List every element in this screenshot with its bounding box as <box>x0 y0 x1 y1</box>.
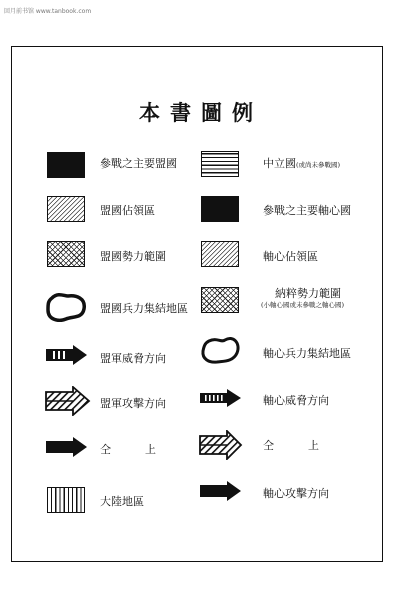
nazi-sphere-swatch <box>201 287 239 313</box>
axis-attack-arrow-icon <box>199 480 243 502</box>
legend-label-allied-sphere: 盟國勢力範圍 <box>100 250 166 263</box>
legend-label-axis-major: 參戰之主要軸心國 <box>263 204 351 217</box>
legend-label-neutral <box>263 155 340 171</box>
legend-label-axis-occupied: 軸心佔領區 <box>263 250 318 263</box>
watermark: 回月前书馆 www.tanbook.com <box>4 8 92 15</box>
legend-label-allied-ditto: 仝 上 <box>100 443 160 456</box>
legend-label-allied-concentration: 盟國兵力集結地區 <box>100 302 188 315</box>
legend-label-axis-concentration: 軸心兵力集結地區 <box>263 347 351 360</box>
allied-major-country-swatch <box>47 152 85 178</box>
legend-label-allied-attack: 盟軍攻擊方向 <box>100 397 166 410</box>
legend-label-axis-threat: 軸心威脅方向 <box>263 394 329 407</box>
allied-occupied-swatch <box>47 196 85 222</box>
legend-label-nazi-sphere: 納粹勢力範圍 <box>275 287 341 300</box>
allied-sphere-swatch <box>47 241 85 267</box>
axis-ditto-arrow-icon <box>199 430 243 460</box>
legend-label-nazi-sphere-note: (小軸心國或未參戰之軸心國) <box>261 301 345 309</box>
neutral-country-swatch <box>201 151 239 177</box>
allied-ditto-arrow-icon <box>45 436 89 458</box>
continent-area-swatch <box>47 487 85 513</box>
allied-concentration-symbol <box>44 292 88 322</box>
axis-threat-arrow-icon <box>199 388 243 408</box>
allied-attack-arrow-icon <box>45 386 91 416</box>
axis-occupied-swatch <box>201 241 239 267</box>
legend-label-allied-major: 參戰之主要盟國 <box>100 157 177 170</box>
allied-threat-arrow-icon <box>45 344 89 366</box>
legend-label-allied-occupied: 盟國佔領區 <box>100 204 155 217</box>
axis-concentration-symbol <box>199 335 243 365</box>
neutral-label-note: (或尚未參戰國) <box>296 161 341 169</box>
legend-label-axis-attack: 軸心攻擊方向 <box>263 487 329 500</box>
legend-label-allied-threat: 盟軍威脅方向 <box>100 352 166 365</box>
legend-label-axis-ditto: 仝 上 <box>263 439 323 452</box>
neutral-label-main: 中立國 <box>263 157 296 170</box>
legend-label-continent: 大陸地區 <box>100 495 144 508</box>
axis-major-country-swatch <box>201 196 239 222</box>
page-title: 本書圖例 <box>139 100 263 125</box>
